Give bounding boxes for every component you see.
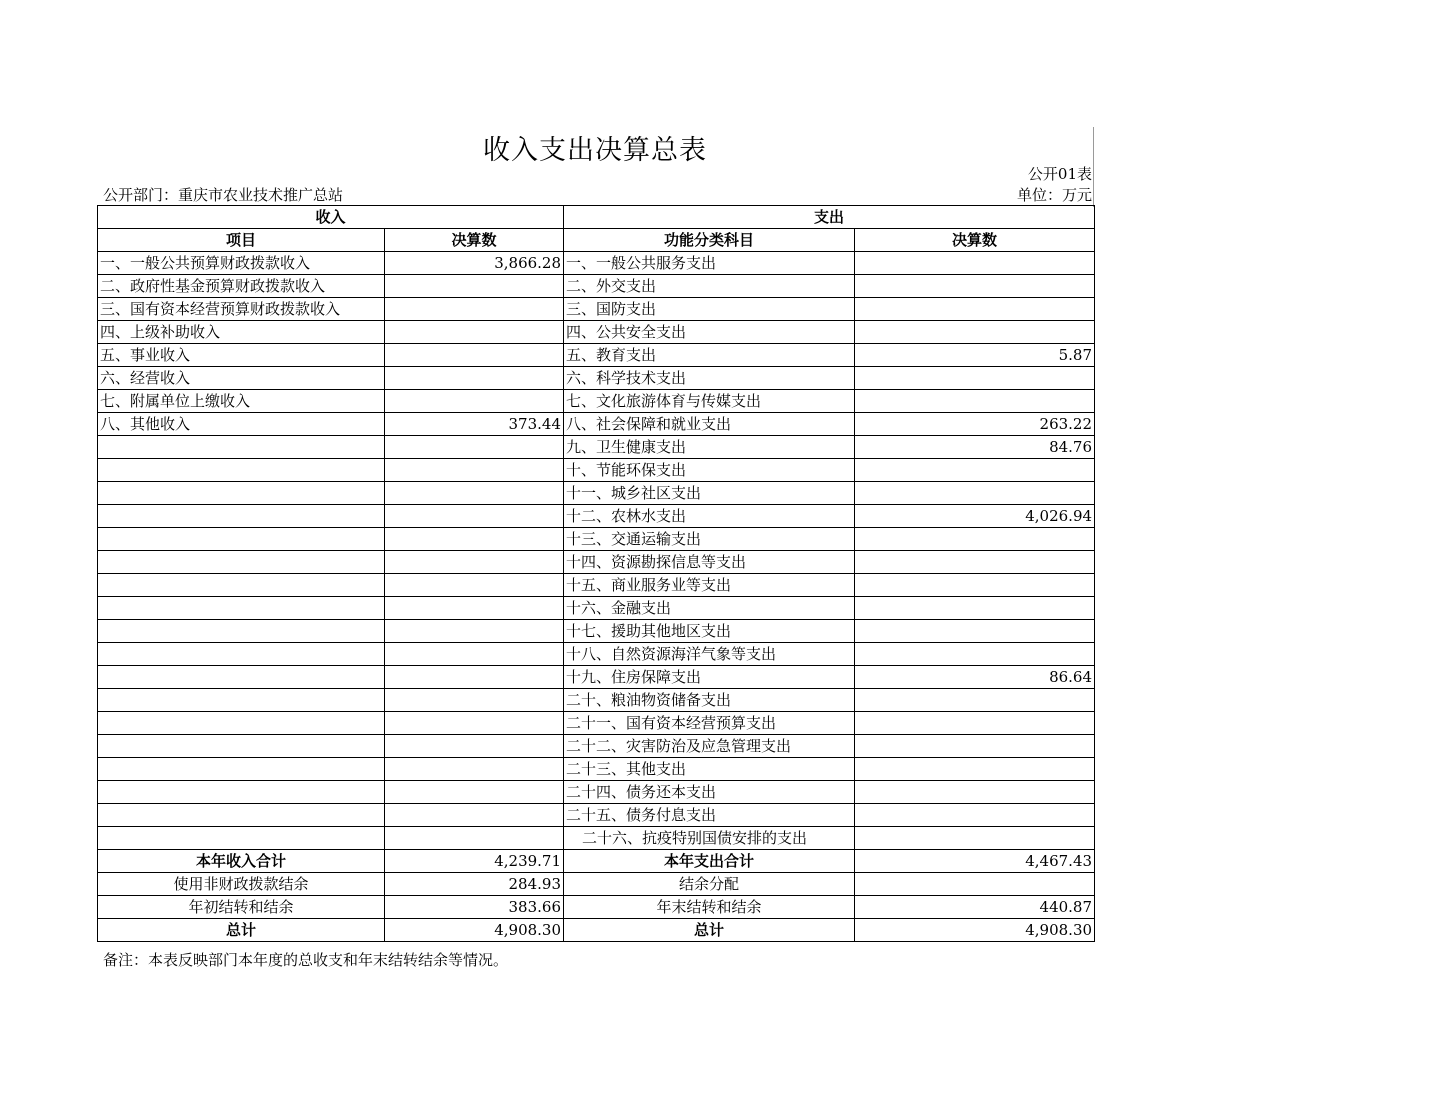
expense-item: 二十一、国有资本经营预算支出 <box>564 712 855 735</box>
income-item <box>98 551 385 574</box>
income-item <box>98 597 385 620</box>
table-row <box>98 436 1095 459</box>
expense-item: 四、公共安全支出 <box>564 321 855 344</box>
income-amount <box>385 827 564 850</box>
table-row <box>98 712 1095 735</box>
income-amount <box>385 758 564 781</box>
income-amount <box>385 275 564 298</box>
expense-item: 十一、城乡社区支出 <box>564 482 855 505</box>
table-row <box>98 804 1095 827</box>
income-amount <box>385 804 564 827</box>
expense-amount <box>855 735 1095 758</box>
expense-amount <box>855 298 1095 321</box>
income-amount <box>385 735 564 758</box>
income-item <box>98 712 385 735</box>
total-income-label: 本年收入合计 <box>98 850 385 873</box>
expense-item: 十、节能环保支出 <box>564 459 855 482</box>
table-row <box>98 666 1095 689</box>
income-item <box>98 528 385 551</box>
expense-item: 二十三、其他支出 <box>564 758 855 781</box>
header-row-group <box>98 206 1095 229</box>
total-row <box>98 919 1095 942</box>
expense-item: 十五、商业服务业等支出 <box>564 574 855 597</box>
total-income-label: 总计 <box>98 919 385 942</box>
income-item <box>98 643 385 666</box>
expense-amount: 4,026.94 <box>855 505 1095 528</box>
income-amount-header: 决算数 <box>385 229 564 252</box>
expense-amount <box>855 620 1095 643</box>
income-item: 八、其他收入 <box>98 413 385 436</box>
item-header: 项目 <box>98 229 385 252</box>
expense-item: 十六、金融支出 <box>564 597 855 620</box>
income-amount <box>385 298 564 321</box>
expense-item: 二十五、债务付息支出 <box>564 804 855 827</box>
expense-item: 二十六、抗疫特别国债安排的支出 <box>564 827 855 850</box>
expense-amount <box>855 482 1095 505</box>
table-row <box>98 298 1095 321</box>
expense-amount-header: 决算数 <box>855 229 1095 252</box>
income-item <box>98 666 385 689</box>
expense-amount <box>855 574 1095 597</box>
income-item <box>98 827 385 850</box>
table-row <box>98 643 1095 666</box>
table-row <box>98 551 1095 574</box>
table-row <box>98 367 1095 390</box>
income-amount <box>385 321 564 344</box>
income-item <box>98 482 385 505</box>
income-amount <box>385 459 564 482</box>
expense-amount: 84.76 <box>855 436 1095 459</box>
table-row <box>98 252 1095 275</box>
total-expense-label: 年末结转和结余 <box>564 896 855 919</box>
expense-amount <box>855 643 1095 666</box>
expense-amount <box>855 827 1095 850</box>
income-amount <box>385 781 564 804</box>
income-amount <box>385 551 564 574</box>
expense-item: 二十四、债务还本支出 <box>564 781 855 804</box>
table-row <box>98 482 1095 505</box>
expense-amount <box>855 804 1095 827</box>
expense-amount: 86.64 <box>855 666 1095 689</box>
income-amount <box>385 597 564 620</box>
total-expense-label: 本年支出合计 <box>564 850 855 873</box>
page-title: 收入支出决算总表 <box>483 135 707 166</box>
expense-amount: 5.87 <box>855 344 1095 367</box>
income-amount <box>385 528 564 551</box>
expense-item: 二、外交支出 <box>564 275 855 298</box>
department-label: 公开部门：重庆市农业技术推广总站 <box>103 186 344 204</box>
expense-amount <box>855 551 1095 574</box>
income-amount: 373.44 <box>385 413 564 436</box>
expense-item: 十三、交通运输支出 <box>564 528 855 551</box>
income-item <box>98 758 385 781</box>
table-row <box>98 689 1095 712</box>
table-row <box>98 781 1095 804</box>
income-amount <box>385 620 564 643</box>
table-row <box>98 620 1095 643</box>
expense-item: 六、科学技术支出 <box>564 367 855 390</box>
income-amount <box>385 574 564 597</box>
income-header: 收入 <box>98 206 564 229</box>
footnote: 备注：本表反映部门本年度的总收支和年末结转结余等情况。 <box>103 951 509 969</box>
expense-item: 八、社会保障和就业支出 <box>564 413 855 436</box>
expense-item: 十七、援助其他地区支出 <box>564 620 855 643</box>
income-amount <box>385 689 564 712</box>
expense-amount: 263.22 <box>855 413 1095 436</box>
expense-amount <box>855 712 1095 735</box>
income-amount <box>385 505 564 528</box>
total-income-amount: 383.66 <box>385 896 564 919</box>
income-item <box>98 436 385 459</box>
income-item: 五、事业收入 <box>98 344 385 367</box>
income-item <box>98 505 385 528</box>
income-item <box>98 574 385 597</box>
total-expense-amount: 440.87 <box>855 896 1095 919</box>
expense-amount <box>855 321 1095 344</box>
expense-amount <box>855 597 1095 620</box>
summary-table <box>97 205 1095 942</box>
table-row <box>98 597 1095 620</box>
expense-item: 十二、农林水支出 <box>564 505 855 528</box>
total-expense-amount: 4,908.30 <box>855 919 1095 942</box>
total-income-amount: 284.93 <box>385 873 564 896</box>
expense-amount <box>855 689 1095 712</box>
table-row <box>98 735 1095 758</box>
income-amount <box>385 712 564 735</box>
table-row <box>98 413 1095 436</box>
expense-amount <box>855 781 1095 804</box>
unit-label: 单位：万元 <box>1016 186 1092 204</box>
income-item: 二、政府性基金预算财政拨款收入 <box>98 275 385 298</box>
expense-amount <box>855 367 1095 390</box>
table-row <box>98 827 1095 850</box>
table-row <box>98 505 1095 528</box>
income-amount <box>385 436 564 459</box>
table-row <box>98 528 1095 551</box>
income-item <box>98 735 385 758</box>
table-row <box>98 574 1095 597</box>
total-income-amount: 4,908.30 <box>385 919 564 942</box>
expense-item: 七、文化旅游体育与传媒支出 <box>564 390 855 413</box>
expense-item: 九、卫生健康支出 <box>564 436 855 459</box>
total-row <box>98 896 1095 919</box>
income-amount <box>385 390 564 413</box>
total-expense-amount: 4,467.43 <box>855 850 1095 873</box>
income-amount <box>385 367 564 390</box>
expense-item: 二十二、灾害防治及应急管理支出 <box>564 735 855 758</box>
table-row <box>98 344 1095 367</box>
expense-item: 十八、自然资源海洋气象等支出 <box>564 643 855 666</box>
income-amount: 3,866.28 <box>385 252 564 275</box>
expense-amount <box>855 459 1095 482</box>
total-expense-label: 总计 <box>564 919 855 942</box>
expense-item: 五、教育支出 <box>564 344 855 367</box>
expense-item: 三、国防支出 <box>564 298 855 321</box>
expense-item: 十四、资源勘探信息等支出 <box>564 551 855 574</box>
table-row <box>98 459 1095 482</box>
income-item: 六、经营收入 <box>98 367 385 390</box>
income-item <box>98 620 385 643</box>
income-amount <box>385 344 564 367</box>
total-row <box>98 850 1095 873</box>
income-amount <box>385 666 564 689</box>
income-item <box>98 781 385 804</box>
function-category-header: 功能分类科目 <box>564 229 855 252</box>
expense-amount <box>855 275 1095 298</box>
table-row <box>98 321 1095 344</box>
income-amount <box>385 482 564 505</box>
income-item: 七、附属单位上缴收入 <box>98 390 385 413</box>
income-item <box>98 459 385 482</box>
expense-amount <box>855 390 1095 413</box>
table-row <box>98 758 1095 781</box>
total-row <box>98 873 1095 896</box>
income-item: 三、国有资本经营预算财政拨款收入 <box>98 298 385 321</box>
expense-amount <box>855 528 1095 551</box>
table-row <box>98 275 1095 298</box>
total-expense-label: 结余分配 <box>564 873 855 896</box>
income-item: 四、上级补助收入 <box>98 321 385 344</box>
expense-item: 二十、粮油物资储备支出 <box>564 689 855 712</box>
income-item <box>98 804 385 827</box>
total-income-label: 年初结转和结余 <box>98 896 385 919</box>
expense-amount <box>855 252 1095 275</box>
expense-header: 支出 <box>564 206 1095 229</box>
total-income-label: 使用非财政拨款结余 <box>98 873 385 896</box>
income-item: 一、一般公共预算财政拨款收入 <box>98 252 385 275</box>
header-row-columns <box>98 229 1095 252</box>
table-row <box>98 390 1095 413</box>
income-item <box>98 689 385 712</box>
income-amount <box>385 643 564 666</box>
expense-item: 一、一般公共服务支出 <box>564 252 855 275</box>
form-number: 公开01表 <box>1027 165 1092 183</box>
total-income-amount: 4,239.71 <box>385 850 564 873</box>
expense-item: 十九、住房保障支出 <box>564 666 855 689</box>
total-expense-amount <box>855 873 1095 896</box>
expense-amount <box>855 758 1095 781</box>
